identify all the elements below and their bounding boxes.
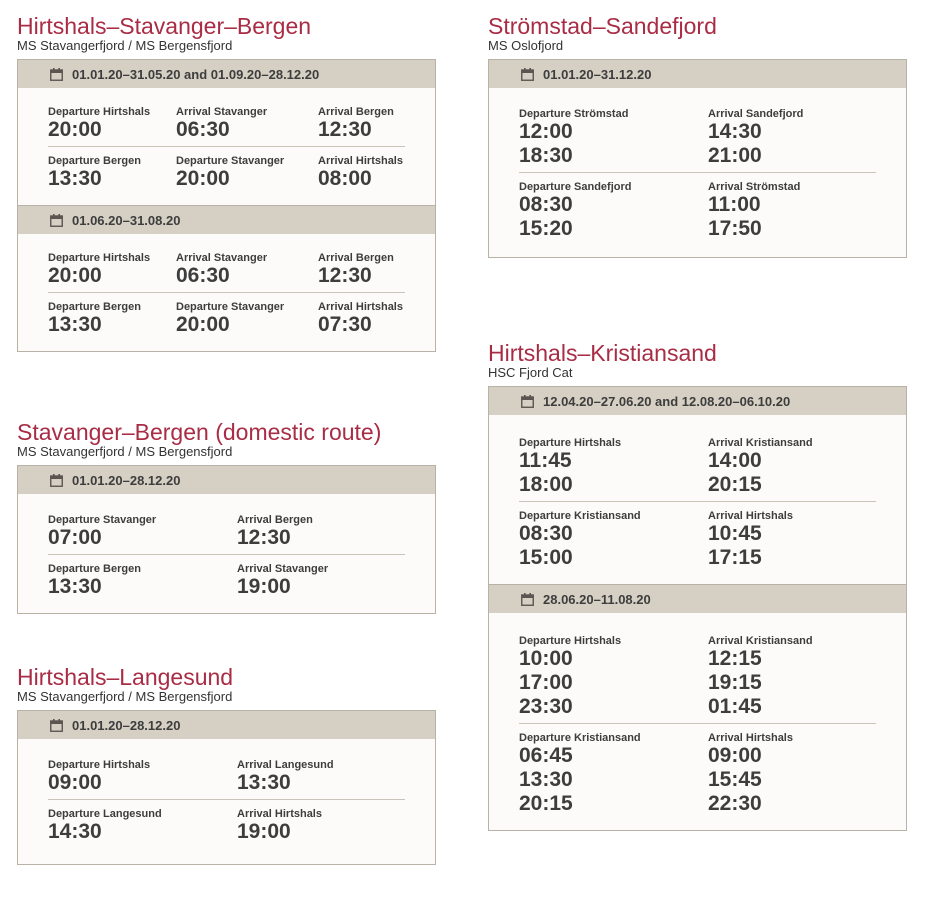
stop-label: Arrival Hirtshals — [708, 510, 793, 522]
schedule-cell — [708, 437, 876, 497]
schedule-cell — [48, 301, 176, 337]
route-title: Strömstad–Sandefjord — [488, 13, 717, 39]
schedule-cell — [708, 108, 876, 168]
time-value: 19:15 — [708, 671, 762, 694]
schedule-cell — [176, 155, 318, 191]
stop-label: Arrival Hirtshals — [708, 732, 793, 744]
schedule-row — [48, 301, 405, 337]
schedule-block — [18, 739, 435, 864]
time-value: 13:30 — [237, 771, 291, 794]
time-value: 18:30 — [519, 144, 573, 167]
schedule-block — [489, 613, 906, 830]
stop-label: Departure Strömstad — [519, 108, 629, 120]
period-header — [489, 584, 906, 613]
period-dates: 01.01.20–28.12.20 — [72, 717, 181, 733]
row-divider — [48, 292, 405, 293]
stop-label: Arrival Kristiansand — [708, 635, 813, 647]
stop-label: Departure Hirtshals — [48, 106, 151, 118]
schedule-block — [18, 234, 435, 351]
schedule-row — [48, 808, 405, 844]
route-hirtshals-langesund — [17, 665, 436, 865]
row-divider — [519, 501, 876, 502]
time-value: 20:15 — [519, 792, 573, 815]
time-value: 14:30 — [48, 820, 102, 843]
calendar-icon — [50, 214, 63, 227]
schedule-cell — [318, 155, 405, 191]
schedule-cell — [519, 108, 708, 168]
row-divider — [48, 554, 405, 555]
ship-name: MS Stavangerfjord / MS Bergensfjord — [17, 444, 233, 459]
schedule-cell — [48, 759, 237, 795]
schedule-cell — [519, 510, 708, 570]
stop-label: Departure Bergen — [48, 563, 141, 575]
stop-label: Departure Stavanger — [48, 514, 157, 526]
time-list — [708, 120, 876, 168]
calendar-icon — [521, 395, 534, 408]
time-list — [48, 313, 176, 337]
schedule-block — [489, 88, 906, 257]
stop-label: Arrival Stavanger — [176, 252, 268, 264]
time-value: 08:30 — [519, 193, 573, 216]
schedule-cell — [237, 759, 405, 795]
time-value: 20:00 — [48, 264, 102, 287]
schedule-row — [519, 437, 876, 497]
timetable-card — [17, 59, 436, 352]
calendar-icon — [521, 68, 534, 81]
time-value: 13:30 — [48, 575, 102, 598]
time-value: 12:30 — [318, 264, 372, 287]
time-value: 18:00 — [519, 473, 573, 496]
ship-name: MS Stavangerfjord / MS Bergensfjord — [17, 38, 233, 53]
time-value: 15:45 — [708, 768, 762, 791]
schedule-cell — [237, 808, 405, 844]
stop-label: Departure Bergen — [48, 155, 141, 167]
time-list — [519, 449, 708, 497]
time-value: 19:00 — [237, 575, 291, 598]
period-header — [18, 466, 435, 494]
time-value: 20:00 — [48, 118, 102, 141]
time-value: 06:30 — [176, 118, 230, 141]
time-value: 09:00 — [48, 771, 102, 794]
schedule-cell — [48, 563, 237, 599]
schedule-row — [48, 155, 405, 191]
route-title: Hirtshals–Langesund — [17, 664, 234, 690]
route-stromstad-sandefjord — [488, 14, 907, 258]
time-value: 23:30 — [519, 695, 573, 718]
calendar-icon — [50, 474, 63, 487]
time-value: 01:45 — [708, 695, 762, 718]
stop-label: Departure Hirtshals — [519, 437, 622, 449]
time-value: 11:45 — [519, 449, 572, 472]
stop-label: Departure Kristiansand — [519, 510, 641, 522]
time-value: 06:30 — [176, 264, 230, 287]
ship-name: MS Stavangerfjord / MS Bergensfjord — [17, 689, 233, 704]
schedule-cell — [519, 635, 708, 719]
ship-name: HSC Fjord Cat — [488, 365, 573, 380]
schedule-cell — [519, 437, 708, 497]
timetable-card — [488, 386, 907, 831]
schedule-cell — [237, 563, 405, 599]
stop-label: Arrival Kristiansand — [708, 437, 813, 449]
schedule-row — [519, 732, 876, 816]
stop-label: Departure Sandefjord — [519, 181, 632, 193]
time-list — [708, 193, 876, 241]
schedule-row — [519, 510, 876, 570]
schedule-cell — [48, 514, 237, 550]
time-list — [519, 647, 708, 719]
schedule-block — [18, 494, 435, 613]
time-list — [318, 118, 405, 142]
calendar-icon — [521, 593, 534, 606]
time-value: 12:00 — [519, 120, 573, 143]
schedule-cell — [176, 301, 318, 337]
stop-label: Departure Bergen — [48, 301, 141, 313]
period-header — [18, 60, 435, 88]
time-value: 22:30 — [708, 792, 762, 815]
schedule-cell — [48, 155, 176, 191]
period-dates: 12.04.20–27.06.20 and 12.08.20–06.10.20 — [543, 393, 791, 409]
time-value: 12:30 — [318, 118, 372, 141]
time-list — [237, 820, 405, 844]
time-value: 10:45 — [708, 522, 762, 545]
time-value: 17:15 — [708, 546, 762, 569]
period-header — [489, 387, 906, 415]
row-divider — [48, 799, 405, 800]
time-value: 13:30 — [48, 313, 102, 336]
time-value: 20:00 — [176, 313, 230, 336]
time-list — [237, 771, 405, 795]
time-value: 10:00 — [519, 647, 573, 670]
time-value: 08:00 — [318, 167, 372, 190]
period-header — [489, 60, 906, 88]
stop-label: Departure Hirtshals — [48, 759, 151, 771]
time-value: 20:15 — [708, 473, 762, 496]
timetable-card — [17, 465, 436, 614]
stop-label: Arrival Hirtshals — [318, 155, 403, 167]
time-value: 13:30 — [519, 768, 573, 791]
row-divider — [48, 146, 405, 147]
ship-name: MS Oslofjord — [488, 38, 564, 53]
time-value: 15:20 — [519, 217, 573, 240]
stop-label: Arrival Bergen — [318, 106, 394, 118]
time-list — [48, 575, 237, 599]
time-list — [176, 313, 318, 337]
time-value: 09:00 — [708, 744, 762, 767]
route-stavanger-bergen — [17, 420, 436, 614]
stop-label: Departure Hirtshals — [48, 252, 151, 264]
time-list — [237, 575, 405, 599]
schedule-row — [48, 514, 405, 550]
route-title: Hirtshals–Stavanger–Bergen — [17, 13, 312, 39]
period-dates: 01.01.20–31.12.20 — [543, 66, 652, 82]
stop-label: Arrival Bergen — [318, 252, 394, 264]
stop-label: Arrival Hirtshals — [237, 808, 322, 820]
time-value: 11:00 — [708, 193, 761, 216]
stop-label: Arrival Sandefjord — [708, 108, 804, 120]
schedule-cell — [318, 106, 405, 142]
schedule-cell — [318, 252, 405, 288]
time-list — [318, 264, 405, 288]
schedule-block — [489, 415, 906, 584]
schedule-cell — [708, 510, 876, 570]
period-dates: 01.06.20–31.08.20 — [72, 212, 181, 228]
schedule-cell — [708, 181, 876, 241]
schedule-cell — [48, 808, 237, 844]
calendar-icon — [50, 68, 63, 81]
stop-label: Departure Stavanger — [176, 301, 285, 313]
time-list — [48, 771, 237, 795]
stop-label: Arrival Strömstad — [708, 181, 801, 193]
time-list — [237, 526, 405, 550]
schedule-row — [48, 759, 405, 795]
time-list — [519, 744, 708, 816]
time-value: 07:30 — [318, 313, 372, 336]
schedule-cell — [519, 181, 708, 241]
row-divider — [519, 723, 876, 724]
schedule-cell — [318, 301, 405, 337]
schedule-row — [48, 106, 405, 142]
period-header — [18, 205, 435, 234]
period-dates: 01.01.20–28.12.20 — [72, 472, 181, 488]
time-list — [176, 167, 318, 191]
stop-label: Arrival Stavanger — [176, 106, 268, 118]
time-list — [48, 118, 176, 142]
time-value: 14:30 — [708, 120, 762, 143]
time-list — [318, 167, 405, 191]
schedule-cell — [519, 732, 708, 816]
time-list — [48, 526, 237, 550]
schedule-cell — [237, 514, 405, 550]
time-list — [48, 264, 176, 288]
time-list — [708, 647, 876, 719]
route-hirtshals-kristiansand — [488, 341, 907, 831]
stop-label: Departure Hirtshals — [519, 635, 622, 647]
schedule-cell — [48, 106, 176, 142]
time-value: 07:00 — [48, 526, 102, 549]
period-dates: 28.06.20–11.08.20 — [543, 591, 651, 607]
schedule-cell — [176, 106, 318, 142]
period-dates: 01.01.20–31.05.20 and 01.09.20–28.12.20 — [72, 66, 320, 82]
stop-label: Arrival Bergen — [237, 514, 313, 526]
time-value: 21:00 — [708, 144, 762, 167]
time-list — [519, 193, 708, 241]
stop-label: Arrival Stavanger — [237, 563, 329, 575]
route-hirtshals-stavanger-bergen — [17, 14, 436, 352]
period-header — [18, 711, 435, 739]
schedule-cell — [48, 252, 176, 288]
time-value: 08:30 — [519, 522, 573, 545]
schedule-row — [519, 108, 876, 168]
time-value: 15:00 — [519, 546, 573, 569]
time-value: 19:00 — [237, 820, 291, 843]
schedule-cell — [708, 635, 876, 719]
time-list — [176, 118, 318, 142]
route-title: Stavanger–Bergen (domestic route) — [17, 419, 382, 445]
schedule-row — [519, 181, 876, 241]
time-list — [519, 120, 708, 168]
time-value: 17:00 — [519, 671, 573, 694]
time-value: 06:45 — [519, 744, 573, 767]
time-list — [708, 522, 876, 570]
schedule-cell — [708, 732, 876, 816]
time-list — [48, 167, 176, 191]
schedule-row — [519, 635, 876, 719]
schedule-row — [48, 252, 405, 288]
time-value: 12:15 — [708, 647, 762, 670]
time-value: 13:30 — [48, 167, 102, 190]
time-value: 14:00 — [708, 449, 762, 472]
stop-label: Arrival Langesund — [237, 759, 334, 771]
time-list — [176, 264, 318, 288]
time-list — [708, 449, 876, 497]
stop-label: Departure Stavanger — [176, 155, 285, 167]
time-value: 17:50 — [708, 217, 762, 240]
timetable-card — [17, 710, 436, 865]
schedule-cell — [176, 252, 318, 288]
time-value: 20:00 — [176, 167, 230, 190]
stop-label: Arrival Hirtshals — [318, 301, 403, 313]
time-value: 12:30 — [237, 526, 291, 549]
time-list — [519, 522, 708, 570]
time-list — [48, 820, 237, 844]
time-list — [708, 744, 876, 816]
stop-label: Departure Kristiansand — [519, 732, 641, 744]
schedule-block — [18, 88, 435, 205]
stop-label: Departure Langesund — [48, 808, 162, 820]
calendar-icon — [50, 719, 63, 732]
schedule-row — [48, 563, 405, 599]
timetable-card — [488, 59, 907, 258]
route-title: Hirtshals–Kristiansand — [488, 340, 717, 366]
time-list — [318, 313, 405, 337]
row-divider — [519, 172, 876, 173]
